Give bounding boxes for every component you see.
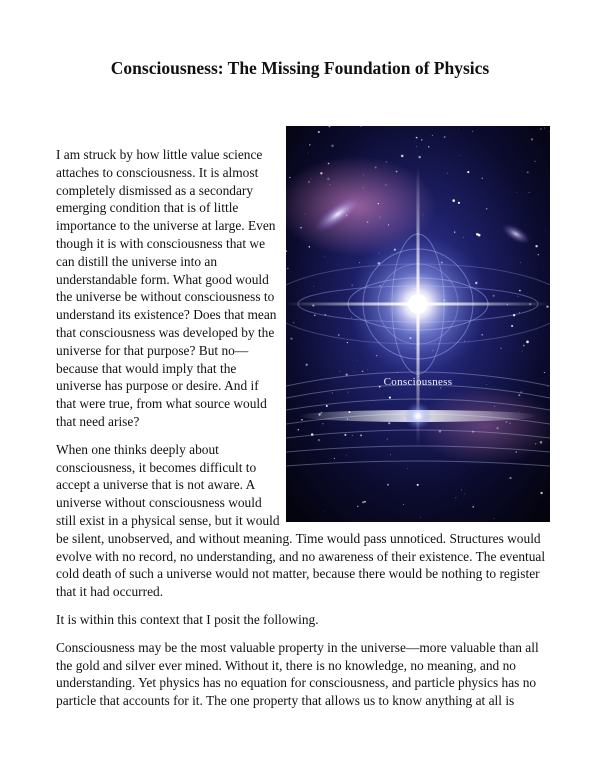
star — [289, 177, 290, 178]
star — [318, 131, 320, 133]
star — [307, 153, 308, 154]
star — [416, 137, 418, 139]
star — [379, 217, 380, 218]
star — [463, 237, 464, 238]
star — [531, 138, 533, 140]
star — [509, 477, 511, 479]
star — [324, 511, 325, 512]
star — [428, 146, 430, 148]
star — [352, 435, 353, 436]
star — [493, 295, 495, 297]
star — [461, 490, 462, 491]
star — [290, 338, 292, 340]
star — [304, 213, 305, 214]
star — [529, 192, 530, 193]
star — [517, 192, 518, 193]
star — [417, 484, 419, 486]
star — [516, 451, 517, 452]
star — [447, 173, 448, 174]
star — [313, 286, 314, 287]
star — [306, 364, 308, 366]
star — [464, 494, 465, 495]
star — [300, 227, 302, 229]
star — [527, 171, 529, 173]
star — [472, 131, 473, 132]
star — [388, 224, 389, 225]
star — [544, 372, 545, 373]
star — [348, 392, 349, 393]
star — [444, 136, 446, 138]
star — [549, 131, 550, 132]
star — [511, 325, 513, 327]
star — [298, 429, 300, 431]
star — [324, 256, 325, 257]
star — [509, 423, 511, 425]
star — [396, 171, 398, 173]
document-body — [56, 146, 548, 720]
star — [390, 454, 391, 455]
star — [518, 394, 520, 396]
star — [387, 439, 388, 440]
star — [459, 129, 460, 130]
star — [546, 305, 548, 307]
paragraph-4: Consciousness may be the most valuable property in the universe—more valuable than all the gold and silver ever mined. Without it, there is no knowledge, no meaning, and no understanding. Yet physics has no equation for consciousness, and particle physics has no particle that accounts for it. The one property that allows us to know anything at all is — [56, 639, 539, 709]
star — [326, 405, 328, 407]
star — [357, 506, 358, 507]
star — [328, 163, 330, 165]
star — [540, 492, 542, 494]
star — [287, 268, 289, 270]
star — [332, 392, 333, 393]
star — [364, 501, 366, 503]
star — [482, 178, 483, 179]
star — [467, 171, 469, 173]
star — [322, 423, 323, 424]
star — [520, 262, 521, 263]
star — [329, 184, 330, 185]
star — [375, 166, 377, 168]
star — [327, 178, 329, 180]
star — [339, 371, 340, 372]
document-title: Consciousness: The Missing Foundation of Physics — [110, 58, 490, 78]
star — [523, 345, 525, 347]
star — [362, 370, 364, 372]
star — [420, 517, 421, 518]
star — [367, 369, 368, 370]
star — [421, 139, 422, 140]
star — [388, 422, 390, 424]
star — [385, 184, 386, 185]
star — [320, 172, 322, 174]
star — [454, 231, 455, 232]
star — [505, 421, 507, 423]
star — [311, 179, 312, 180]
star — [389, 397, 391, 399]
star — [545, 230, 546, 231]
star — [496, 427, 498, 429]
star — [308, 181, 309, 182]
star — [518, 296, 519, 297]
star — [418, 156, 420, 158]
star — [357, 360, 358, 361]
star — [309, 246, 310, 247]
galaxy-image — [286, 126, 550, 522]
star — [376, 402, 377, 403]
star — [537, 254, 538, 255]
star — [458, 202, 460, 204]
star — [346, 454, 347, 455]
star — [344, 434, 346, 436]
star — [486, 208, 487, 209]
star — [519, 411, 520, 412]
star — [519, 312, 520, 313]
star — [432, 135, 433, 136]
star — [416, 146, 417, 147]
star — [347, 342, 348, 343]
star — [367, 221, 369, 223]
star — [540, 128, 541, 129]
star — [360, 434, 362, 436]
star — [476, 233, 479, 236]
star — [338, 334, 339, 335]
cosmic-consciousness-illustration — [286, 126, 550, 522]
star — [540, 441, 543, 444]
star — [318, 439, 320, 441]
paragraph-1: I am struck by how little value science attaches to consciousness. It is almost completely dismissed as a secondary emerging condition that is of little importance to the universe at large. Even though it is with consciousness that we can distill the universe into an understandable form. What good would the universe be without consciousness to understand its existence? Does that mean that consciousness was developed by the universe for that purpose? But no—because that would imply that the universe has purpose or desire. And if that were true, from what source would that need arise? — [56, 147, 277, 429]
star — [501, 348, 502, 349]
star — [452, 199, 455, 202]
paragraph-2: When one thinks deeply about consciousness, it becomes difficult to accept a universe that is not aware. A universe without consciousness would still exist in a physical sense, but it would be silent, unobserved, and without meaning. Time would pass unnoticed. Structures would evolve with no record, no understanding, and no awareness of their existence. The eventual cold death of such a universe would not matter, because there would be nothing to register that it had occurred. — [56, 441, 546, 600]
star — [407, 468, 408, 469]
star — [481, 334, 483, 336]
star — [456, 498, 457, 499]
star — [522, 351, 523, 352]
star — [301, 419, 303, 421]
star — [387, 484, 389, 486]
star — [519, 290, 521, 292]
star — [494, 518, 495, 519]
star — [362, 501, 364, 503]
star — [386, 161, 388, 163]
star — [353, 371, 354, 372]
paragraph-3: It is within this context that I posit the following. — [56, 611, 319, 627]
star — [403, 504, 404, 505]
star — [472, 506, 474, 508]
star — [359, 262, 360, 263]
star — [363, 187, 364, 188]
star — [293, 322, 294, 323]
star — [535, 245, 537, 247]
star — [331, 145, 334, 148]
figure-caption: Consciousness — [383, 376, 453, 388]
star — [460, 155, 461, 156]
star — [334, 458, 335, 459]
star — [544, 128, 545, 129]
star — [378, 203, 379, 204]
star — [309, 144, 310, 145]
star — [363, 175, 364, 176]
star — [314, 315, 315, 316]
star — [526, 341, 529, 344]
star — [534, 161, 535, 162]
star — [401, 155, 404, 158]
star — [535, 443, 536, 444]
star — [423, 214, 424, 215]
star — [494, 406, 495, 407]
